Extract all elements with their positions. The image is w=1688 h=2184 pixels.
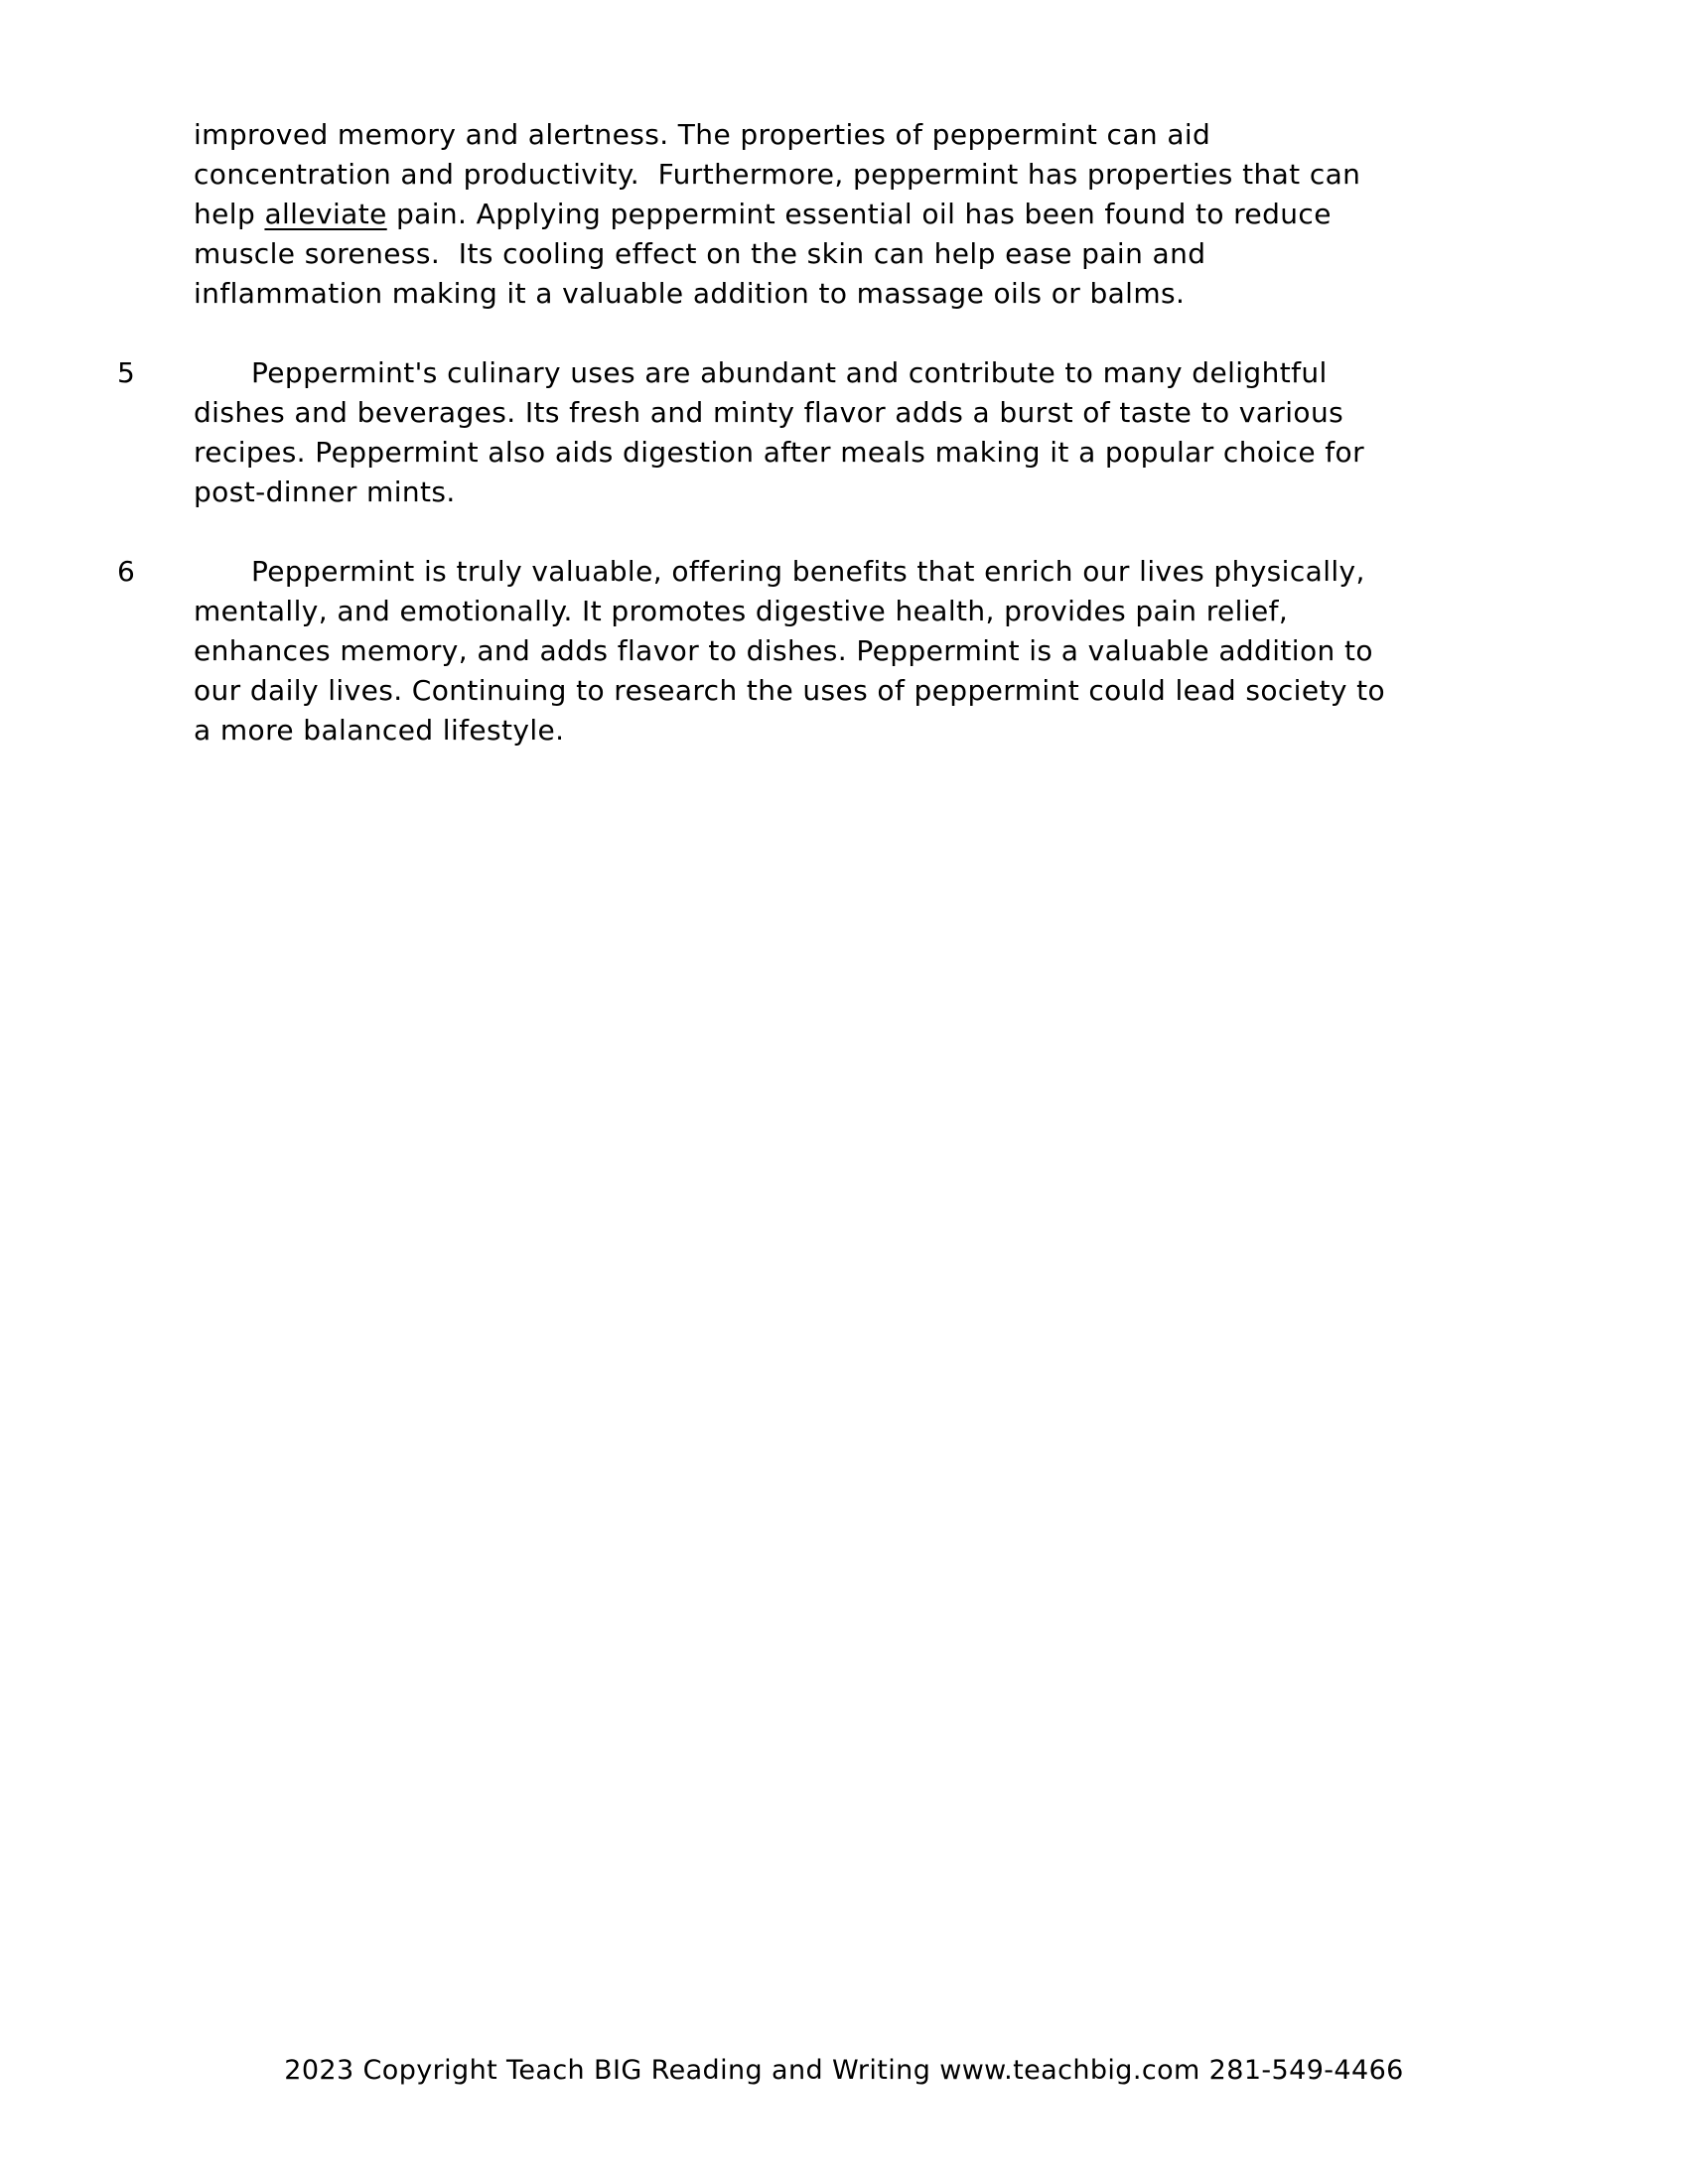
paragraph-lines — [194, 353, 1628, 512]
paragraph-line: our daily lives. Continuing to research the uses of peppermint could lead society to — [194, 674, 1386, 707]
paragraph-line: concentration and productivity. Furthermore, peppermint has properties that can — [194, 158, 1361, 191]
passage-body — [0, 115, 1688, 790]
paragraph-lines — [194, 552, 1628, 751]
paragraph — [0, 115, 1688, 314]
paragraph-line: help alleviate pain. Applying peppermint essential oil has been found to reduce — [194, 198, 1332, 230]
underlined-vocab-word: alleviate — [264, 198, 387, 230]
paragraph — [0, 353, 1688, 512]
paragraph-line: a more balanced lifestyle. — [194, 714, 565, 747]
paragraph-number: 6 — [117, 555, 136, 588]
paragraph-line: improved memory and alertness. The properties of peppermint can aid — [194, 118, 1211, 151]
paragraph-line: post-dinner mints. — [194, 476, 456, 508]
paragraph-line: dishes and beverages. Its fresh and minty flavor adds a burst of taste to various — [194, 396, 1344, 429]
paragraph-lines — [194, 115, 1628, 314]
paragraph-line: enhances memory, and adds flavor to dishes. Peppermint is a valuable addition to — [194, 634, 1373, 667]
paragraph-line: muscle soreness. Its cooling effect on the skin can help ease pain and — [194, 237, 1206, 270]
paragraph-line: Peppermint is truly valuable, offering benefits that enrich our lives physically, — [251, 555, 1365, 588]
paragraph-line: mentally, and emotionally. It promotes digestive health, provides pain relief, — [194, 595, 1289, 627]
copyright-footer: 2023 Copyright Teach BIG Reading and Writing www.teachbig.com 281-549-4466 — [284, 2055, 1404, 2086]
paragraph-line: inflammation making it a valuable addition to massage oils or balms. — [194, 277, 1186, 310]
paragraph-line: Peppermint's culinary uses are abundant and contribute to many delightful — [251, 356, 1328, 389]
paragraph-number: 5 — [117, 356, 136, 389]
paragraph — [0, 552, 1688, 751]
paragraph-line: recipes. Peppermint also aids digestion after meals making it a popular choice for — [194, 436, 1364, 469]
